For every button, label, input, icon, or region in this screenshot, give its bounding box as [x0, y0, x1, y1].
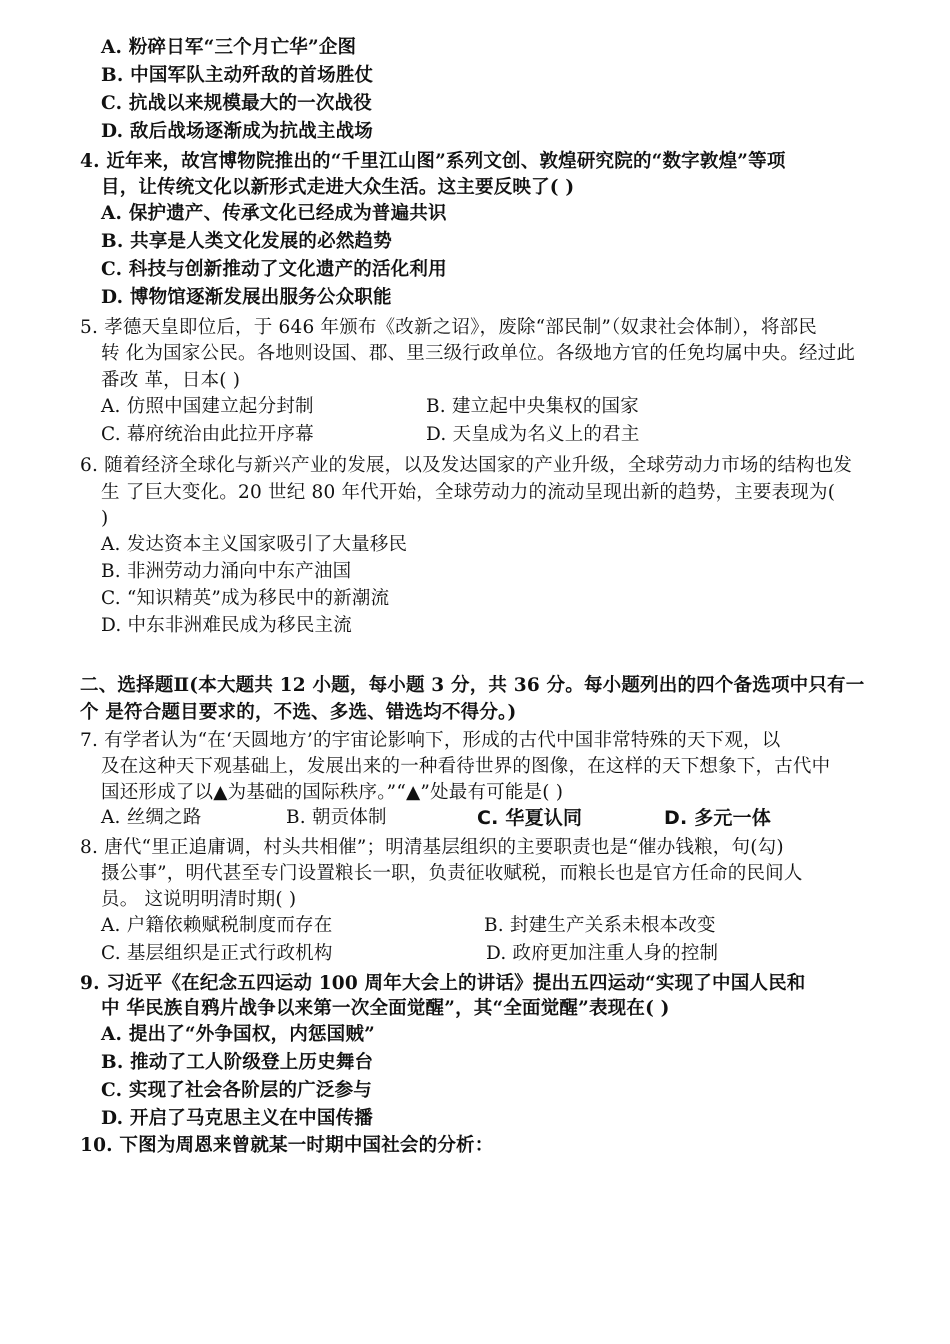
q5-stem-line-3: 番改 革，日本( ) — [101, 370, 241, 391]
q5-option-a: A. 仿照中国建立起分封制 — [101, 396, 314, 417]
q7-stem-line-3: 国还形成了以▲为基础的国际秩序。”“▲”处最有可能是( ) — [101, 782, 564, 803]
q6-stem-line-3: ) — [101, 508, 109, 529]
q7-stem-line-2: 及在这种天下观基础上，发展出来的一种看待世界的图像，在这样的天下想象下，古代中 — [101, 756, 831, 777]
q3-option-a: A. 粉碎日军“三个月亡华”企图 — [101, 37, 357, 58]
q4-option-c: C. 科技与创新推动了文化遗产的活化利用 — [101, 259, 447, 280]
section-2-heading-line-1: 二、选择题Ⅱ(本大题共 12 小题，每小题 3 分，共 36 分。每小题列出的四个备选项中只有一 — [80, 675, 865, 696]
q9-option-d: D. 开启了马克思主义在中国传播 — [101, 1108, 373, 1129]
q7-option-c: C. 华夏认同 — [477, 807, 583, 829]
q8-option-c: C. 基层组织是正式行政机构 — [101, 943, 333, 964]
q8-stem-line-2: 摄公事”，明代甚至专门设置粮长一职，负责征收赋税，而粮长也是官方任命的民间人 — [101, 863, 803, 884]
q5-stem-line-2: 转 化为国家公民。各地则设国、郡、里三级行政单位。各级地方官的任免均属中央。经过此 — [101, 343, 856, 364]
q8-stem-line-1: 8. 唐代“里正追庸调，村头共相催”；明清基层组织的主要职责也是“催办钱粮，句(勾) — [80, 837, 784, 858]
q5-stem-line-1: 5. 孝德天皇即位后，于 646 年颁布《改新之诏》，废除“部民制”（奴隶社会体制），将部民 — [80, 317, 817, 338]
q8-option-b: B. 封建生产关系未根本改变 — [484, 915, 716, 936]
q9-option-b: B. 推动了工人阶级登上历史舞台 — [101, 1052, 374, 1073]
q5-option-d: D. 天皇成为名义上的君主 — [426, 424, 640, 445]
q3-option-d: D. 敌后战场逐渐成为抗战主战场 — [101, 121, 373, 142]
q3-option-c: C. 抗战以来规模最大的一次战役 — [101, 93, 372, 114]
q6-stem-line-2: 生 了巨大变化。20 世纪 80 年代开始，全球劳动力的流动呈现出新的趋势，主要表现为( — [101, 482, 836, 503]
section-2-heading-line-2: 个 是符合题目要求的，不选、多选、错选均不得分。) — [80, 702, 517, 723]
q3-option-b: B. 中国军队主动歼敌的首场胜仗 — [101, 65, 374, 86]
q8-option-a: A. 户籍依赖赋税制度而存在 — [101, 915, 333, 936]
q9-option-c: C. 实现了社会各阶层的广泛参与 — [101, 1080, 372, 1101]
q5-option-c: C. 幕府统治由此拉开序幕 — [101, 424, 314, 445]
q6-option-b: B. 非洲劳动力涌向中东产油国 — [101, 561, 352, 582]
q8-stem-line-3: 员。 这说明明清时期( ) — [101, 889, 297, 910]
q4-stem-line-2: 目，让传统文化以新形式走进大众生活。这主要反映了( ) — [101, 177, 575, 198]
q8-option-d: D. 政府更加注重人身的控制 — [486, 943, 719, 964]
q9-stem-line-2: 中 华民族自鸦片战争以来第一次全面觉醒”，其“全面觉醒”表现在( ) — [101, 998, 670, 1019]
q6-option-a: A. 发达资本主义国家吸引了大量移民 — [101, 534, 408, 555]
q4-stem-line-1: 4. 近年来，故宫博物院推出的“千里江山图”系列文创、敦煌研究院的“数字敦煌”等项 — [80, 151, 786, 172]
q10-stem-line-1: 10. 下图为周恩来曾就某一时期中国社会的分析： — [80, 1135, 494, 1156]
q6-stem-line-1: 6. 随着经济全球化与新兴产业的发展，以及发达国家的产业升级，全球劳动力市场的结构也发 — [80, 455, 853, 476]
q7-stem-line-1: 7. 有学者认为“在‘天圆地方’的宇宙论影响下，形成的古代中国非常特殊的天下观，以 — [80, 730, 781, 751]
q4-option-d: D. 博物馆逐渐发展出服务公众职能 — [101, 287, 392, 308]
q7-option-b: B. 朝贡体制 — [286, 807, 387, 828]
q4-option-a: A. 保护遗产、传承文化已经成为普遍共识 — [101, 203, 447, 224]
q9-option-a: A. 提出了“外争国权，内惩国贼” — [101, 1024, 375, 1045]
q7-option-d: D. 多元一体 — [664, 807, 772, 829]
q5-option-b: B. 建立起中央集权的国家 — [426, 396, 639, 417]
q4-option-b: B. 共享是人类文化发展的必然趋势 — [101, 231, 392, 252]
q6-option-c: C. “知识精英”成为移民中的新潮流 — [101, 588, 390, 609]
q6-option-d: D. 中东非洲难民成为移民主流 — [101, 615, 352, 636]
q9-stem-line-1: 9. 习近平《在纪念五四运动 100 周年大会上的讲话》提出五四运动“实现了中国人民和 — [80, 973, 806, 994]
q7-option-a: A. 丝绸之路 — [101, 807, 202, 828]
